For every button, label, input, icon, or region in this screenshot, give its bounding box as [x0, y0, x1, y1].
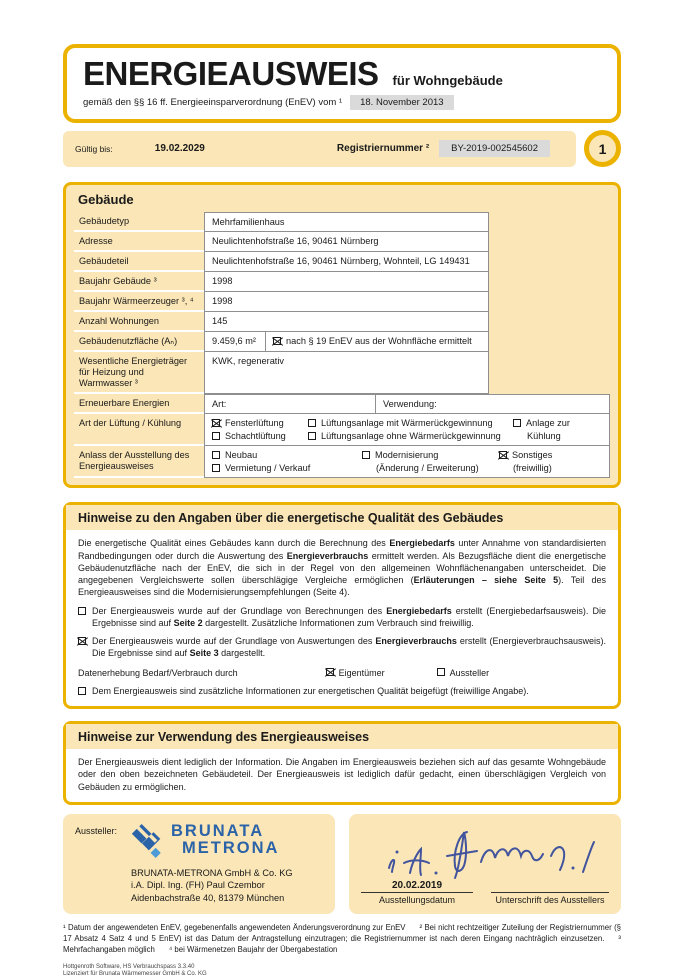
- issuer-section: [63, 814, 621, 914]
- issuer-company: BRUNATA-METRONA GmbH & Co. KG: [131, 867, 293, 878]
- table-row: [74, 352, 610, 394]
- row-label: Wesentliche Energieträger für Heizung und Warmwasser ³: [74, 352, 204, 394]
- signature-icon: [377, 818, 607, 880]
- checkbox-label-line2: Kühlung: [527, 431, 561, 442]
- row-label: Art der Lüftung / Kühlung: [74, 414, 204, 446]
- table-row-ventilation: [74, 414, 610, 446]
- checkbox-label: Vermietung / Verkauf: [225, 463, 311, 474]
- row-label: Anzahl Wohnungen: [74, 312, 204, 332]
- law-reference-text: gemäß den §§ 16 ff. Energieeinsparverordnung (EnEV) vom ¹: [83, 97, 343, 108]
- row-label: Erneuerbare Energien: [74, 394, 204, 414]
- checkbox-label: Neubau: [225, 450, 258, 461]
- footnotes: [63, 923, 621, 956]
- quality-paragraph: Die energetische Qualität eines Gebäudes kann durch die Berechnung des Energiebedarfs unter Annahme von standardisierten Randbedingungen oder durch die Auswertung des Energieverbrauchs ermittelt werden. Als Bezugsfläche dient die energetische Gebäudenutzfläche nach der EnEV, die sich in der Regel von den allgemeinen Wohnflächenangaben unterscheidet. Die angegebenen Vergleichswerte sollen überschlägige Vergleiche ermöglichen (Erläuterungen – siehe Seite 5). Teil des Energieausweises sind die Modernisierungsempfehlungen (Seite 4).: [78, 538, 607, 598]
- checkbox-schachtlueftung: [212, 432, 220, 440]
- logo-text-line1: BRUNATA: [171, 821, 265, 840]
- checkbox-area-method: [273, 337, 281, 345]
- registration-number-label: Registriernummer ²: [336, 143, 430, 154]
- table-row-occasion: [74, 446, 610, 478]
- footnote-3: ³ Mehrfachangaben möglich: [63, 933, 621, 954]
- row-value: Neulichtenhofstraße 16, 90461 Nürnberg: [204, 232, 489, 252]
- checkbox-label: Fensterlüftung: [225, 418, 284, 429]
- software-line2: Lizenziert für Brunata Wärmemesser GmbH & Co. KG: [63, 971, 207, 978]
- checkbox-energieverbrauch: [78, 637, 86, 645]
- issuer-address: Aidenbachstraße 40, 81379 München: [131, 893, 285, 904]
- row-label: Anlass der Ausstellung des Energieausweises: [74, 446, 204, 478]
- footnote-4: ⁴ bei Wärmenetzen Baujahr der Übergabestation: [168, 944, 338, 954]
- checkbox-text: Der Energieausweis wurde auf der Grundlage von Auswertungen des Energieverbrauchs erstellt (Energieverbrauchsausweis). Die Ergebnisse sind auf Seite 3 dargestellt.: [92, 636, 607, 659]
- page-number: 1: [598, 140, 607, 157]
- checkbox-label: Lüftungsanlage mit Wärmerückgewinnung: [321, 418, 493, 429]
- issue-date: 20.02.2019: [361, 880, 473, 893]
- checkbox-vermietung-verkauf: [212, 464, 220, 472]
- checkbox-energiebedarf: [78, 607, 86, 615]
- checkbox-label: Eigentümer: [338, 667, 385, 678]
- checkbox-anlage-kuehlung: [513, 419, 521, 427]
- checkbox-lueftung-mit-wrg: [308, 419, 316, 427]
- table-row: [74, 232, 610, 252]
- checkbox-label: Lüftungsanlage ohne Wärmerückgewinnung: [321, 431, 501, 442]
- header-box: [63, 44, 621, 123]
- law-date-value: 18. November 2013: [350, 95, 453, 110]
- checkbox-label: Aussteller: [449, 667, 490, 678]
- valid-until-label: Gültig bis:: [75, 143, 113, 154]
- building-section-title: Gebäude: [78, 192, 134, 207]
- renewables-use-label: Verwendung:: [375, 395, 609, 413]
- quality-hints-title: Hinweise zu den Angaben über die energetische Qualität des Gebäudes: [66, 505, 618, 530]
- signature-line: [491, 879, 609, 893]
- table-row: [74, 252, 610, 272]
- page-subtitle: für Wohngebäude: [392, 73, 503, 88]
- checkbox-fensterlueftung: [212, 419, 220, 427]
- renewables-art-label: Art:: [212, 399, 227, 410]
- row-value: 145: [204, 312, 489, 332]
- building-section: [63, 182, 621, 488]
- row-label: Baujahr Gebäude ³: [74, 272, 204, 292]
- valid-until-date: 19.02.2029: [154, 143, 205, 154]
- checkbox-label: nach § 19 EnEV aus der Wohnfläche ermittelt: [286, 336, 472, 347]
- usage-hints-title: Hinweise zur Verwendung des Energieausweises: [66, 724, 618, 749]
- checkbox-label: Schachtlüftung: [225, 431, 286, 442]
- checkbox-note: (Änderung / Erweiterung): [376, 463, 479, 474]
- data-collection-label: Datenerhebung Bedarf/Verbrauch durch: [78, 667, 238, 678]
- logo-text-line2: METRONA: [182, 839, 280, 858]
- checkbox-text: Dem Energieausweis sind zusätzliche Informationen zur energetischen Qualität beigefügt (freiwillige Angabe).: [92, 685, 529, 696]
- row-value: 1998: [204, 292, 489, 312]
- demand-certificate-item: [78, 605, 606, 629]
- checkbox-note: (freiwillig): [513, 463, 552, 474]
- page-title: ENERGIEAUSWEIS: [83, 55, 379, 92]
- brunata-metrona-logo: [131, 823, 292, 859]
- checkbox-zusatzinfo: [78, 687, 86, 695]
- page-number-badge: [584, 130, 621, 167]
- signature-box: [349, 814, 621, 914]
- additional-info-item: [78, 685, 606, 697]
- checkbox-label: Anlage zur: [526, 418, 570, 429]
- signature-label: Unterschrift des Ausstellers: [495, 894, 605, 905]
- checkbox-modernisierung: [362, 451, 370, 459]
- row-label: Baujahr Wärmeerzeuger ³, ⁴: [74, 292, 204, 312]
- validity-strip: [63, 131, 576, 167]
- row-value: 1998: [204, 272, 489, 292]
- row-label: Gebäudenutzfläche (Aₙ): [74, 332, 204, 352]
- usage-hints-section: [63, 721, 621, 805]
- issuer-box: [63, 814, 335, 914]
- consumption-certificate-item: [78, 635, 606, 659]
- checkbox-lueftung-ohne-wrg: [308, 432, 316, 440]
- issuer-person: i.A. Dipl. Ing. (FH) Paul Czembor: [131, 880, 265, 891]
- usage-paragraph: Der Energieausweis dient lediglich der Information. Die Angaben im Energieausweis beziehen sich auf das gesamte Wohngebäude oder den oben bezeichneten Gebäudeteil. Der Energieausweis ist lediglich dafür gedacht, einen überschlägigen Vergleich von Gebäuden zu ermöglichen.: [78, 757, 606, 792]
- row-value: Mehrfamilienhaus: [204, 212, 489, 232]
- software-line1: Hottgenroth Software, HS Verbrauchspass 3.3.40: [63, 963, 195, 970]
- checkbox-label: Sonstiges: [512, 450, 553, 461]
- issuer-label: Aussteller:: [75, 825, 118, 836]
- table-row: [74, 212, 610, 232]
- table-row: [74, 292, 610, 312]
- issue-date-label: Ausstellungsdatum: [378, 894, 456, 905]
- table-row-renewables: [74, 394, 610, 414]
- row-value: Neulichtenhofstraße 16, 90461 Nürnberg, Wohnteil, LG 149431: [204, 252, 489, 272]
- registration-number-value: BY-2019-002545602: [439, 140, 550, 157]
- checkbox-eigentuemer: [326, 668, 334, 676]
- quality-hints-section: [63, 502, 621, 709]
- checkbox-neubau: [212, 451, 220, 459]
- area-value: 9.459,6 m²: [212, 336, 256, 347]
- row-label: Adresse: [74, 232, 204, 252]
- validity-row: [63, 130, 621, 167]
- checkbox-sonstiges: [499, 451, 507, 459]
- table-row: [74, 272, 610, 292]
- table-row: [74, 312, 610, 332]
- footnote-2: ² Bei nicht rechtzeitiger Zuteilung der Registriernummer (§ 17 Absatz 4 Satz 4 und 5 EnEV) ist das Datum der Antragstellung einzutragen; die Registriernummer ist nach deren Eingang nachträglich einzusetzen.: [63, 922, 621, 943]
- footnote-1: ¹ Datum der angewendeten EnEV, gegebenenfalls angewendeten Änderungsverordnung zur EnEV: [63, 922, 406, 932]
- row-label: Gebäudetyp: [74, 212, 204, 232]
- table-row-area: [74, 332, 610, 352]
- row-label: Gebäudeteil: [74, 252, 204, 272]
- row-value: KWK, regenerativ: [204, 352, 489, 394]
- software-credit: [63, 964, 621, 979]
- checkbox-label: Modernisierung: [375, 450, 439, 461]
- checkbox-aussteller: [437, 668, 445, 676]
- brunata-metrona-logo-icon: [131, 823, 165, 859]
- checkbox-text: Der Energieausweis wurde auf der Grundlage von Berechnungen des Energiebedarfs erstellt (Energiebedarfsausweis). Die Ergebnisse sind auf Seite 2 dargestellt. Zusätzliche Informationen zum Verbrauch sind freiwillig.: [92, 605, 606, 628]
- data-collection-line: [78, 667, 606, 679]
